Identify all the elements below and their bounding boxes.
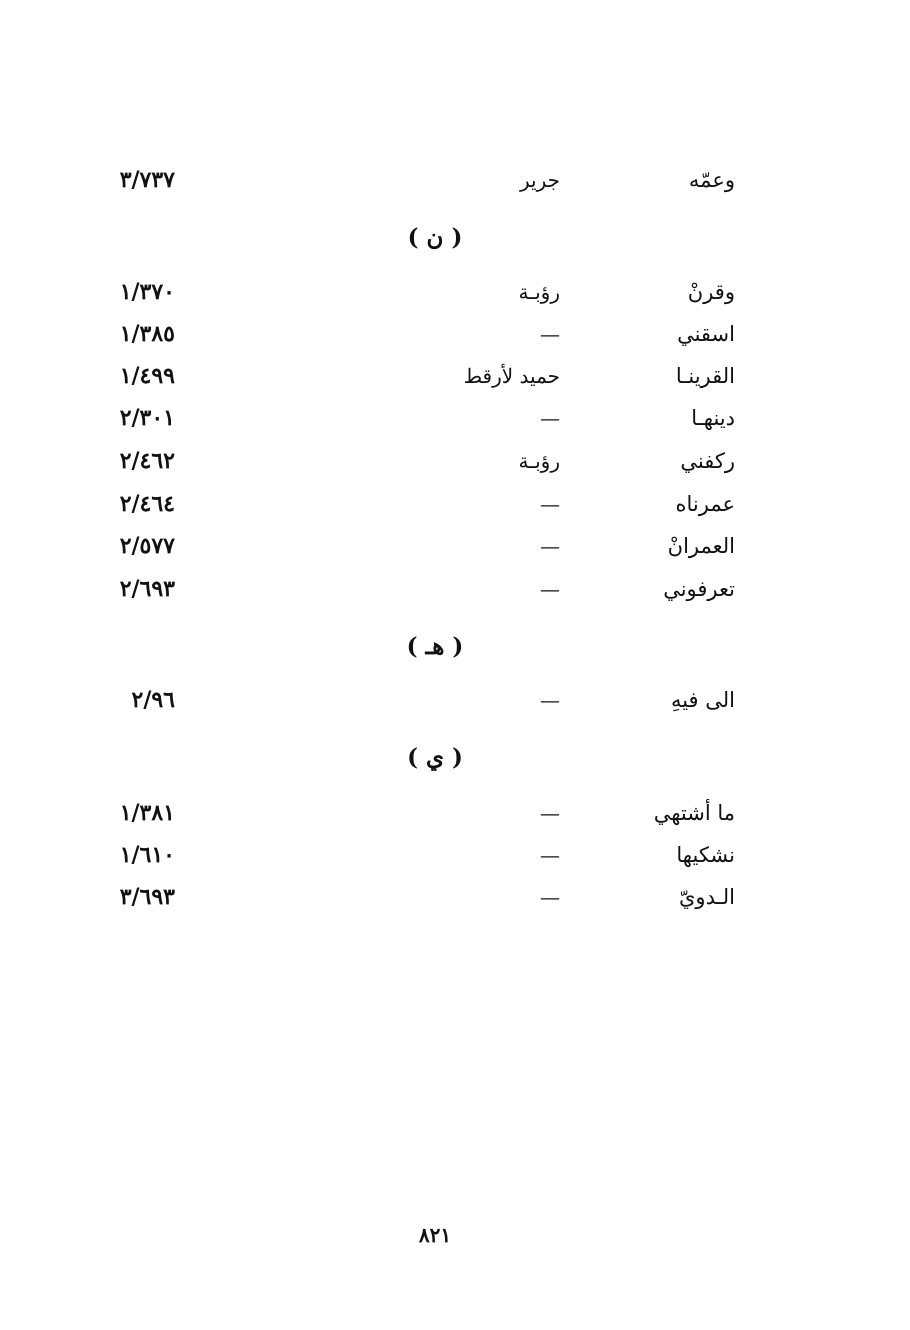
volume-page-ref: ٣/٧٣٧: [119, 167, 175, 193]
rhyme-word: ركفني: [680, 449, 735, 473]
index-entry: [0, 314, 910, 354]
poet-name: —: [540, 688, 560, 712]
volume-page-ref: ٢/٤٦٤: [119, 491, 175, 517]
index-entry: [0, 526, 910, 566]
volume-page-ref: ١/٣٧٠: [119, 279, 175, 305]
rhyme-word: ما أشتهي: [653, 801, 735, 825]
volume-page-ref: ٢/٥٧٧: [119, 533, 175, 559]
index-entry: [0, 441, 910, 481]
volume-page-ref: ٢/٩٦: [131, 687, 175, 713]
index-entry: [0, 484, 910, 524]
rhyme-word: عمرناه: [675, 492, 735, 516]
volume-page-ref: ١/٦١٠: [119, 842, 175, 868]
rhyme-word: الـدويّ: [679, 885, 735, 909]
rhyme-word: نشكيها: [676, 843, 735, 867]
volume-page-ref: ١/٣٨١: [119, 800, 175, 826]
page-number: ٨٢١: [418, 1223, 452, 1247]
poet-name: —: [540, 406, 560, 430]
rhyme-word: وعمّه: [688, 168, 735, 192]
index-entry: [0, 793, 910, 833]
section-letter-heading: ( ن ): [407, 224, 463, 251]
index-entry: [0, 160, 910, 200]
index-entry: [0, 398, 910, 438]
volume-page-ref: ١/٣٨٥: [119, 321, 175, 347]
volume-page-ref: ١/٤٩٩: [119, 363, 175, 389]
poet-name: —: [540, 492, 560, 516]
index-entry: [0, 272, 910, 312]
rhyme-word: العمرانْ: [667, 534, 735, 558]
poet-name: رؤبـة: [518, 449, 560, 473]
volume-page-ref: ٣/٦٩٣: [119, 884, 175, 910]
volume-page-ref: ٢/٦٩٣: [119, 576, 175, 602]
poet-name: رؤبـة: [518, 280, 560, 304]
rhyme-word: الى فيهِ: [670, 688, 735, 712]
poet-name: جرير: [520, 168, 560, 192]
poet-name: —: [540, 534, 560, 558]
poet-name: —: [540, 801, 560, 825]
section-letter-heading: ( هـ ): [406, 633, 464, 660]
poet-name: —: [540, 843, 560, 867]
poet-name: حميد لأرقط: [463, 364, 560, 388]
poet-name: —: [540, 885, 560, 909]
index-entry: [0, 877, 910, 917]
rhyme-word: اسقني: [677, 322, 735, 346]
rhyme-word: القرينـا: [675, 364, 735, 388]
poet-name: —: [540, 577, 560, 601]
poet-name: —: [540, 322, 560, 346]
index-entry: [0, 569, 910, 609]
index-entry: [0, 680, 910, 720]
index-entry: [0, 835, 910, 875]
volume-page-ref: ٢/٣٠١: [119, 405, 175, 431]
rhyme-word: دينهـا: [691, 406, 735, 430]
rhyme-word: وقرنْ: [687, 280, 735, 304]
index-entry: [0, 356, 910, 396]
section-letter-heading: ( ي ): [407, 744, 463, 771]
volume-page-ref: ٢/٤٦٢: [119, 448, 175, 474]
rhyme-word: تعرفوني: [663, 577, 735, 601]
